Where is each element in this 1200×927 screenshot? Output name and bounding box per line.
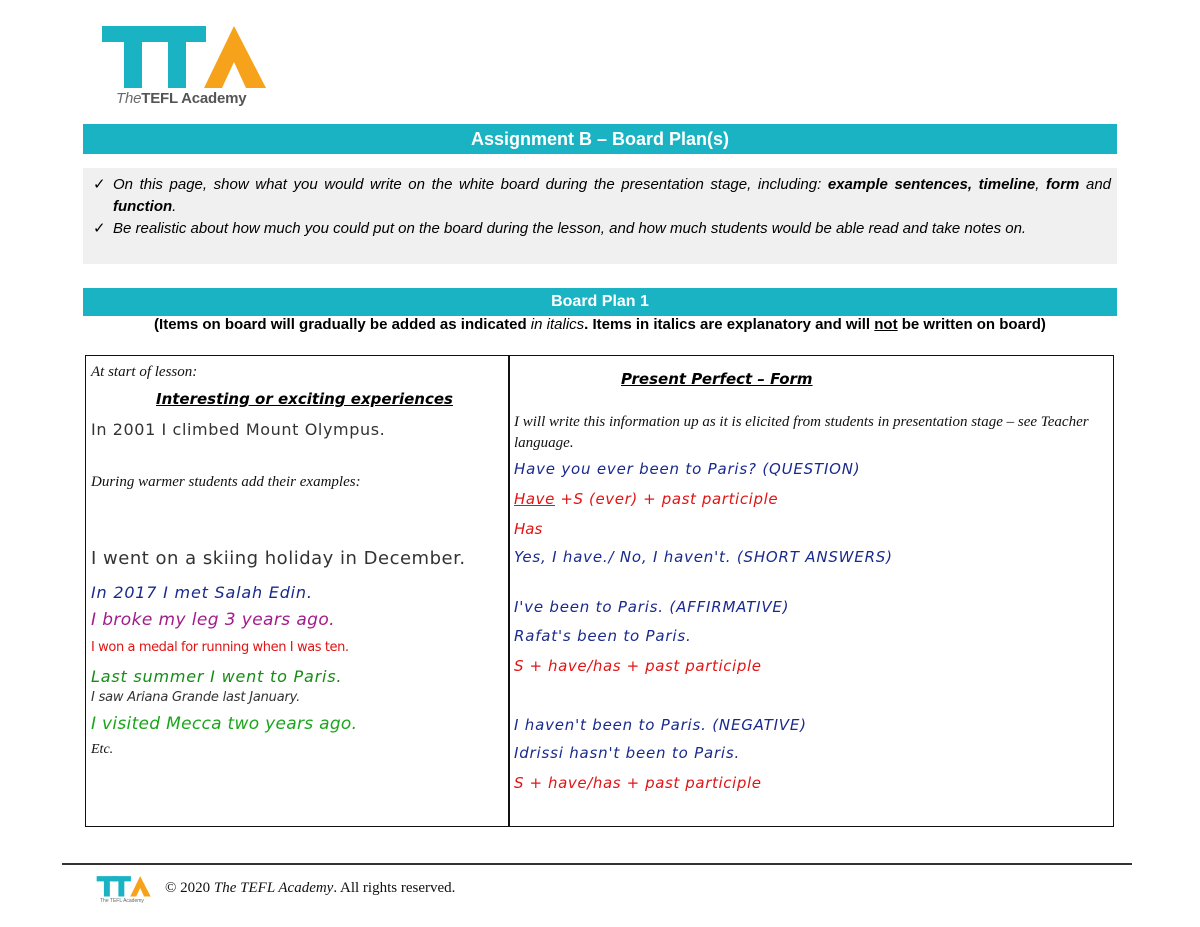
warmer-note: During warmer students add their examples: <box>91 474 361 490</box>
short-answers: Yes, I have./ No, I haven't. (SHORT ANSWERS) <box>514 548 893 566</box>
form-rest: +S (ever) + past participle <box>554 490 779 508</box>
right-heading: Present Perfect – Form <box>621 370 813 388</box>
negative-example: I haven't been to Paris. (NEGATIVE) <box>514 716 807 734</box>
instruction-bold: form <box>1046 176 1080 193</box>
board-plan-table <box>85 355 1114 827</box>
affirmative-example: I've been to Paris. (AFFIRMATIVE) <box>514 598 790 616</box>
instruction-text: . <box>172 198 177 215</box>
example-sentence: In 2001 I climbed Mount Olympus. <box>91 420 386 439</box>
footer-logo-icon <box>96 874 152 898</box>
negative-example: Idrissi hasn't been to Paris. <box>514 744 741 762</box>
form-have: Have <box>514 490 555 508</box>
student-example: I visited Mecca two years ago. <box>91 714 358 734</box>
negative-form: S + have/has + past participle <box>514 774 762 792</box>
start-label: At start of lesson: <box>91 364 198 380</box>
note-text: (Items on board will gradually be added as indicated <box>154 316 531 333</box>
question-example: Have you ever been to Paris? (QUESTION) <box>514 460 861 478</box>
student-example: I went on a skiing holiday in December. <box>91 548 466 569</box>
instruction-bold: example sentences, timeline <box>827 176 1036 193</box>
note-underline: not <box>874 316 898 333</box>
logo-text-prefix: The <box>116 90 142 107</box>
instructions-box <box>83 168 1117 264</box>
board-plan-title-bar: Board Plan 1 <box>83 288 1117 316</box>
student-example: I won a medal for running when I was ten. <box>91 640 349 655</box>
note-text: . Items in italics are explanatory and will <box>584 316 875 333</box>
teacher-note: I will write this information up as it is elicited from students in presentation stage – see Teacher language. <box>514 414 1089 451</box>
left-heading: Interesting or exciting experiences <box>156 390 453 408</box>
instruction-text: Be realistic about how much you could put on the board during the lesson, and how much students would be able read and take notes on. <box>113 220 1027 237</box>
footer-logo-text: The TEFL Academy <box>100 898 144 904</box>
checkmark-icon: ✓ <box>93 176 106 193</box>
instruction-text: On this page, show what you would write on the white board during the presentation stage, including: <box>113 176 828 193</box>
board-plan-note <box>83 316 1117 333</box>
column-divider <box>508 356 510 826</box>
tta-logo-mark <box>100 22 270 90</box>
logo-text-main: TEFL Academy <box>141 90 247 107</box>
copyright-org: The TEFL Academy <box>213 880 334 896</box>
note-text: be written on board) <box>897 316 1046 333</box>
note-italic: in italics <box>530 316 585 333</box>
student-example: I saw Ariana Grande last January. <box>91 690 301 705</box>
instruction-text: , <box>1035 176 1047 193</box>
instruction-item <box>93 174 1111 218</box>
checkmark-icon: ✓ <box>93 220 106 237</box>
footer-divider <box>62 863 1132 865</box>
affirmative-form: S + have/has + past participle <box>514 657 762 675</box>
tta-logo <box>100 22 270 114</box>
logo-wordmark <box>116 90 246 107</box>
student-example: I broke my leg 3 years ago. <box>91 610 335 630</box>
student-example: In 2017 I met Salah Edin. <box>91 583 313 602</box>
affirmative-example: Rafat's been to Paris. <box>514 627 692 645</box>
question-form <box>514 490 778 508</box>
assignment-title-bar: Assignment B – Board Plan(s) <box>83 124 1117 154</box>
copyright-text: © 2020 <box>165 880 214 896</box>
instruction-item <box>93 218 1111 240</box>
copyright-rights: . All rights reserved. <box>333 880 456 896</box>
etc-text: Etc. <box>91 742 114 757</box>
instruction-bold: function <box>113 198 173 215</box>
student-example: Last summer I went to Paris. <box>91 667 343 686</box>
footer-copyright <box>165 880 455 897</box>
form-has: Has <box>514 520 543 538</box>
instruction-text: and <box>1079 176 1112 193</box>
